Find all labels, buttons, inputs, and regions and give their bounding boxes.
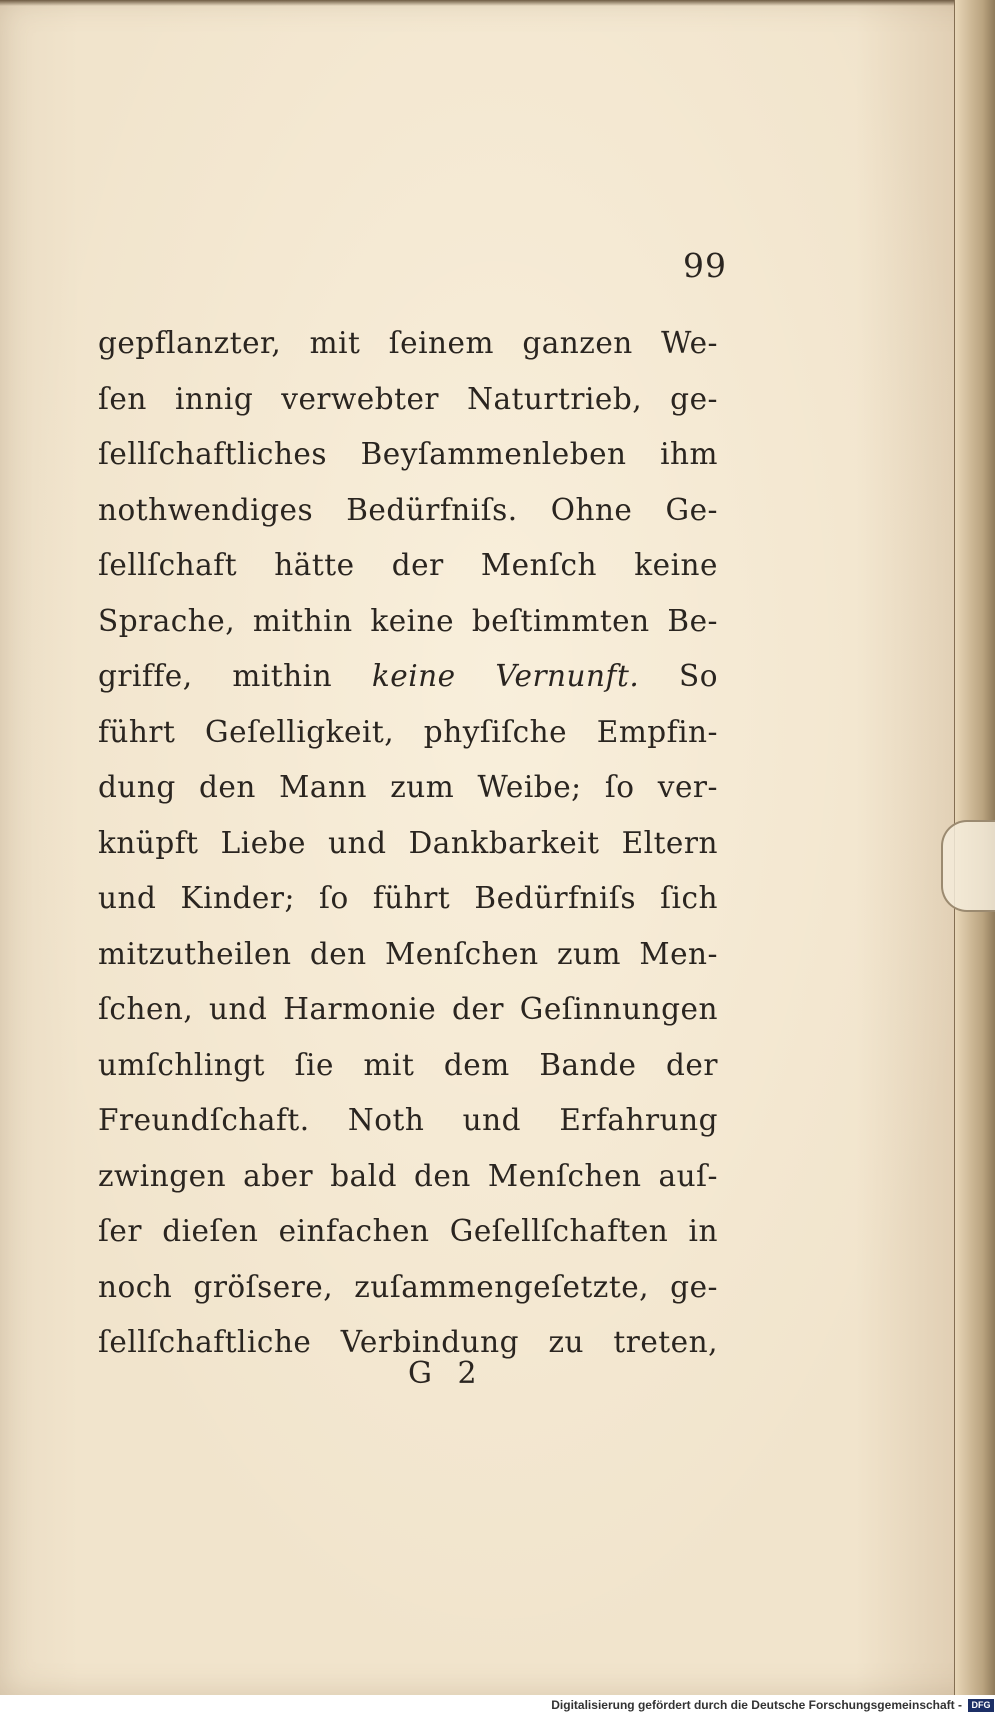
body-text — [98, 316, 718, 1371]
text-line: führt Geſelligkeit, phyſiſche Empfin- — [98, 714, 718, 749]
text-line: umſchlingt ſie mit dem Bande der — [98, 1047, 718, 1082]
text-line: knüpft Liebe und Dankbarkeit Eltern — [98, 825, 718, 860]
text-line-mixed — [98, 649, 718, 705]
text-fragment: griffe, mithin — [98, 659, 372, 693]
text-line: mitzutheilen den Menſchen zum Men- — [98, 936, 718, 971]
text-line: zwingen aber bald den Menſchen auſ- — [98, 1158, 718, 1193]
page-number: 99 — [683, 246, 727, 285]
text-line: und Kinder; ſo führt Bedürfniſs ſich — [98, 881, 718, 915]
text-fragment: So — [679, 659, 718, 693]
text-line: nothwendiges Bedürfniſs. Ohne Ge- — [98, 492, 718, 527]
text-line: noch gröſsere, zuſammengeſetzte, ge- — [98, 1269, 718, 1304]
page-top-edge — [0, 0, 995, 6]
text-line: dung den Mann zum Weibe; ſo ver- — [98, 770, 718, 804]
text-line: ſen innig verwebter Naturtrieb, ge- — [98, 381, 718, 416]
text-line: Freundſchaft. Noth und Erfahrung — [98, 1103, 718, 1137]
dfg-logo-icon: DFG — [968, 1699, 994, 1712]
text-line: ſellſchaftliches Beyſammenleben ihm — [98, 437, 718, 471]
signature-mark: G 2 — [408, 1356, 485, 1391]
text-line: ſellſchaftliche Verbindung zu treten, — [98, 1325, 718, 1359]
emphasized-text: keine Vernunft. — [371, 659, 640, 693]
funding-credit: Digitalisierung gefördert durch die Deutsche Forschungsgemeinschaft - — [551, 1698, 962, 1712]
text-line: gepflanzter, mit ſeinem ganzen We- — [98, 326, 718, 360]
text-line: ſchen, und Harmonie der Geſinnungen — [98, 992, 718, 1026]
text-line: ſer dieſen einfachen Geſellſchaften in — [98, 1214, 718, 1248]
text-line: ſellſchaft hätte der Menſch keine — [98, 548, 718, 582]
footer-bar — [0, 1695, 1000, 1717]
text-line: Sprache, mithin keine beſtimmten Be- — [98, 603, 718, 638]
bookmark-tab — [941, 820, 995, 912]
